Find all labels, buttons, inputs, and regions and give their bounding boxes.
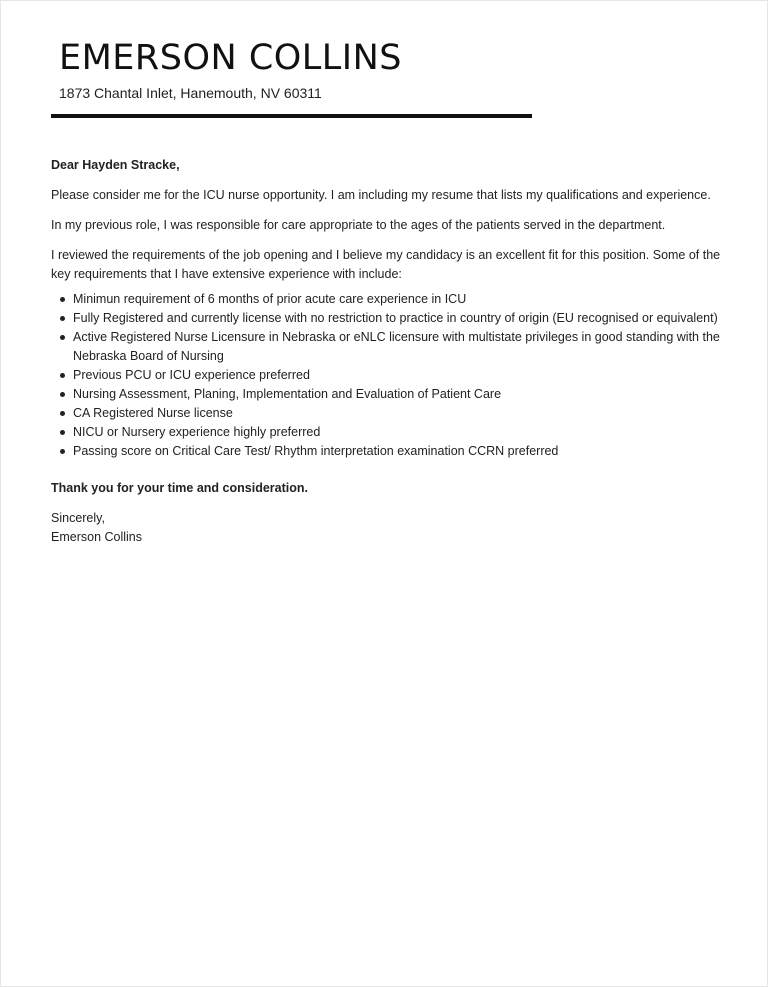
bullet-icon: [60, 449, 65, 454]
bullet-icon: [60, 373, 65, 378]
list-item: [51, 404, 731, 423]
list-item-text: Nursing Assessment, Planing, Implementation and Evaluation of Patient Care: [73, 387, 502, 401]
bullet-icon: [60, 297, 65, 302]
sender-address: 1873 Chantal Inlet, Hanemouth, NV 60311: [59, 85, 322, 101]
list-item-text: Previous PCU or ICU experience preferred: [73, 368, 310, 382]
list-item: [51, 423, 731, 442]
list-item-text: Passing score on Critical Care Test/ Rhythm interpretation examination CCRN preferred: [73, 444, 559, 458]
paragraph-intro: Please consider me for the ICU nurse opportunity. I am including my resume that lists my qualifications and experience.: [51, 188, 711, 202]
letter-header: [59, 37, 402, 102]
list-item: [51, 309, 731, 328]
bullet-icon: [60, 316, 65, 321]
bullet-icon: [60, 392, 65, 397]
sender-name: EMERSON COLLINS: [59, 38, 403, 78]
list-item-text: Fully Registered and currently license with no restriction to practice in country of origin (EU recognised or equivalent): [73, 311, 718, 325]
bullet-icon: [60, 411, 65, 416]
list-item: [51, 385, 731, 404]
list-item-text: Minimun requirement of 6 months of prior acute care experience in ICU: [73, 292, 467, 306]
list-item-text: Active Registered Nurse Licensure in Nebraska or eNLC licensure with multistate privileges in good standing with the Nebraska Board of Nursing: [73, 330, 720, 363]
paragraph-requirements-intro: I reviewed the requirements of the job opening and I believe my candidacy is an excellent fit for this position. Some of the key requirements that I have extensive experience with include:: [51, 248, 721, 281]
list-item: [51, 290, 731, 309]
signature-name: Emerson Collins: [51, 530, 143, 544]
list-item: [51, 328, 731, 366]
header-divider: [51, 114, 532, 118]
letter-body: [51, 156, 731, 547]
signoff: Sincerely,: [51, 511, 105, 525]
bullet-icon: [60, 335, 65, 340]
list-item-text: CA Registered Nurse license: [73, 406, 233, 420]
list-item-text: NICU or Nursery experience highly preferred: [73, 425, 321, 439]
salutation: Dear Hayden Stracke,: [51, 158, 180, 172]
list-item: [51, 442, 731, 461]
bullet-icon: [60, 430, 65, 435]
paragraph-previous-role: In my previous role, I was responsible for care appropriate to the ages of the patients served in the department.: [51, 218, 666, 232]
closing-line: Thank you for your time and consideration.: [51, 481, 308, 495]
signoff-block: [51, 509, 731, 547]
list-item: [51, 366, 731, 385]
requirements-list: [51, 290, 731, 461]
